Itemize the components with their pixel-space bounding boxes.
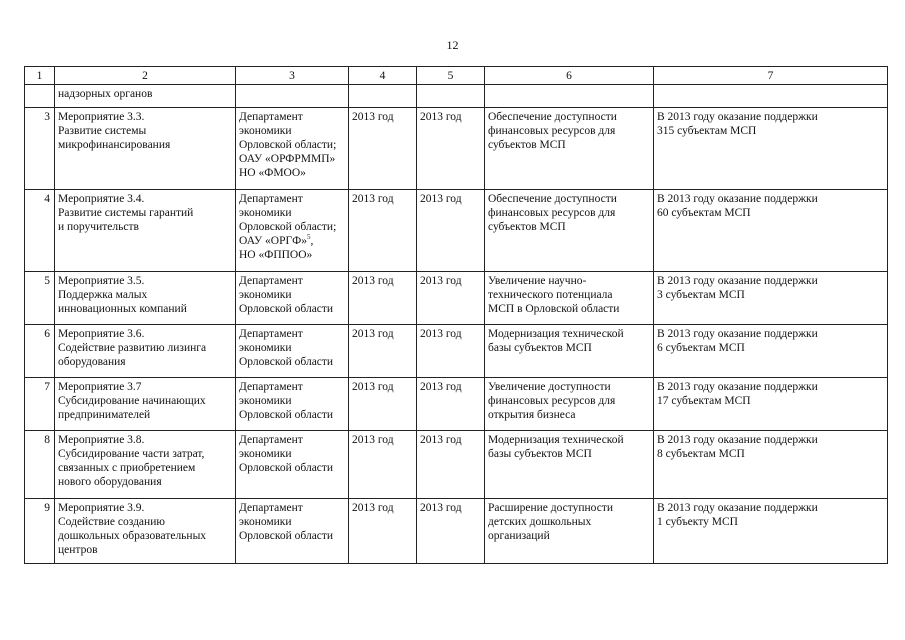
cell-executor — [236, 378, 349, 431]
executor-text: Департамент экономики Орловской области — [239, 502, 334, 542]
cell-num — [25, 85, 55, 108]
table-row — [25, 431, 888, 499]
cell-executor — [236, 499, 349, 564]
cell-start: 2013 год — [349, 108, 417, 190]
header-cell: 7 — [654, 67, 888, 85]
cell-executor — [236, 85, 349, 108]
cell-indicator: В 2013 году оказание поддержки 60 субъектам МСП — [654, 190, 888, 272]
cell-event: надзорных органов — [55, 85, 236, 108]
table-row — [25, 499, 888, 564]
cell-executor — [236, 108, 349, 190]
cell-indicator: В 2013 году оказание поддержки 1 субъекту МСП — [654, 499, 888, 564]
cell-event: Мероприятие 3.8. Субсидирование части затрат, связанных с приобретением нового оборудования — [55, 431, 236, 499]
cell-start: 2013 год — [349, 190, 417, 272]
cell-result: Обеспечение доступности финансовых ресурсов для субъектов МСП — [485, 190, 654, 272]
executor-text: Департамент экономики Орловской области — [239, 434, 334, 474]
cell-executor — [236, 190, 349, 272]
cell-end: 2013 год — [417, 325, 485, 378]
cell-start: 2013 год — [349, 272, 417, 325]
cell-num: 5 — [25, 272, 55, 325]
header-cell: 6 — [485, 67, 654, 85]
page-number: 12 — [446, 38, 459, 52]
cell-end: 2013 год — [417, 190, 485, 272]
cell-end: 2013 год — [417, 378, 485, 431]
cell-event: Мероприятие 3.6. Содействие развитию лизинга оборудования — [55, 325, 236, 378]
cell-result: Модернизация технической базы субъектов МСП — [485, 325, 654, 378]
cell-num: 7 — [25, 378, 55, 431]
executor-text: Департамент экономики Орловской области; ОАУ «ОРФРММП» НО «ФМОО» — [239, 111, 337, 179]
table-row — [25, 378, 888, 431]
table-row — [25, 190, 888, 272]
cell-end: 2013 год — [417, 431, 485, 499]
cell-end — [417, 85, 485, 108]
cell-result: Расширение доступности детских дошкольных организаций — [485, 499, 654, 564]
executor-text-after: , НО «ФППОО» — [239, 235, 314, 261]
header-row — [25, 67, 888, 85]
cell-indicator — [654, 85, 888, 108]
cell-start: 2013 год — [349, 499, 417, 564]
footnote-mark: 5 — [306, 233, 311, 242]
cell-num: 3 — [25, 108, 55, 190]
table-row — [25, 325, 888, 378]
cell-result: Модернизация технической базы субъектов МСП — [485, 431, 654, 499]
cell-indicator: В 2013 году оказание поддержки 17 субъектам МСП — [654, 378, 888, 431]
header-cell: 5 — [417, 67, 485, 85]
cell-start — [349, 85, 417, 108]
cell-event: Мероприятие 3.3. Развитие системы микрофинансирования — [55, 108, 236, 190]
header-cell: 3 — [236, 67, 349, 85]
cell-num: 8 — [25, 431, 55, 499]
cell-end: 2013 год — [417, 108, 485, 190]
cell-result: Увеличение научно- технического потенциала МСП в Орловской области — [485, 272, 654, 325]
header-cell: 4 — [349, 67, 417, 85]
header-cell: 2 — [55, 67, 236, 85]
table-row — [25, 272, 888, 325]
cell-indicator: В 2013 году оказание поддержки 3 субъектам МСП — [654, 272, 888, 325]
cell-num: 4 — [25, 190, 55, 272]
cell-executor — [236, 325, 349, 378]
cell-indicator: В 2013 году оказание поддержки 6 субъектам МСП — [654, 325, 888, 378]
cell-executor — [236, 431, 349, 499]
cell-event: Мероприятие 3.7 Субсидирование начинающих предпринимателей — [55, 378, 236, 431]
executor-text: Департамент экономики Орловской области; ОАУ «ОРГФ» — [239, 193, 337, 247]
cell-end: 2013 год — [417, 499, 485, 564]
cell-result — [485, 85, 654, 108]
cell-indicator: В 2013 году оказание поддержки 8 субъектам МСП — [654, 431, 888, 499]
cell-executor — [236, 272, 349, 325]
cell-event: Мероприятие 3.5. Поддержка малых инновационных компаний — [55, 272, 236, 325]
continuation-row — [25, 85, 888, 108]
cell-num: 9 — [25, 499, 55, 564]
cell-event: Мероприятие 3.4. Развитие системы гарантий и поручительств — [55, 190, 236, 272]
cell-indicator: В 2013 году оказание поддержки 315 субъектам МСП — [654, 108, 888, 190]
executor-text: Департамент экономики Орловской области — [239, 328, 334, 368]
executor-text: Департамент экономики Орловской области — [239, 275, 334, 315]
cell-start: 2013 год — [349, 325, 417, 378]
executor-text: Департамент экономики Орловской области — [239, 381, 334, 421]
header-cell: 1 — [25, 67, 55, 85]
cell-start: 2013 год — [349, 378, 417, 431]
cell-event: Мероприятие 3.9. Содействие созданию дошкольных образовательных центров — [55, 499, 236, 564]
measures-table — [24, 66, 888, 564]
cell-start: 2013 год — [349, 431, 417, 499]
cell-result: Увеличение доступности финансовых ресурсов для открытия бизнеса — [485, 378, 654, 431]
cell-num: 6 — [25, 325, 55, 378]
table-row — [25, 108, 888, 190]
cell-result: Обеспечение доступности финансовых ресурсов для субъектов МСП — [485, 108, 654, 190]
cell-end: 2013 год — [417, 272, 485, 325]
